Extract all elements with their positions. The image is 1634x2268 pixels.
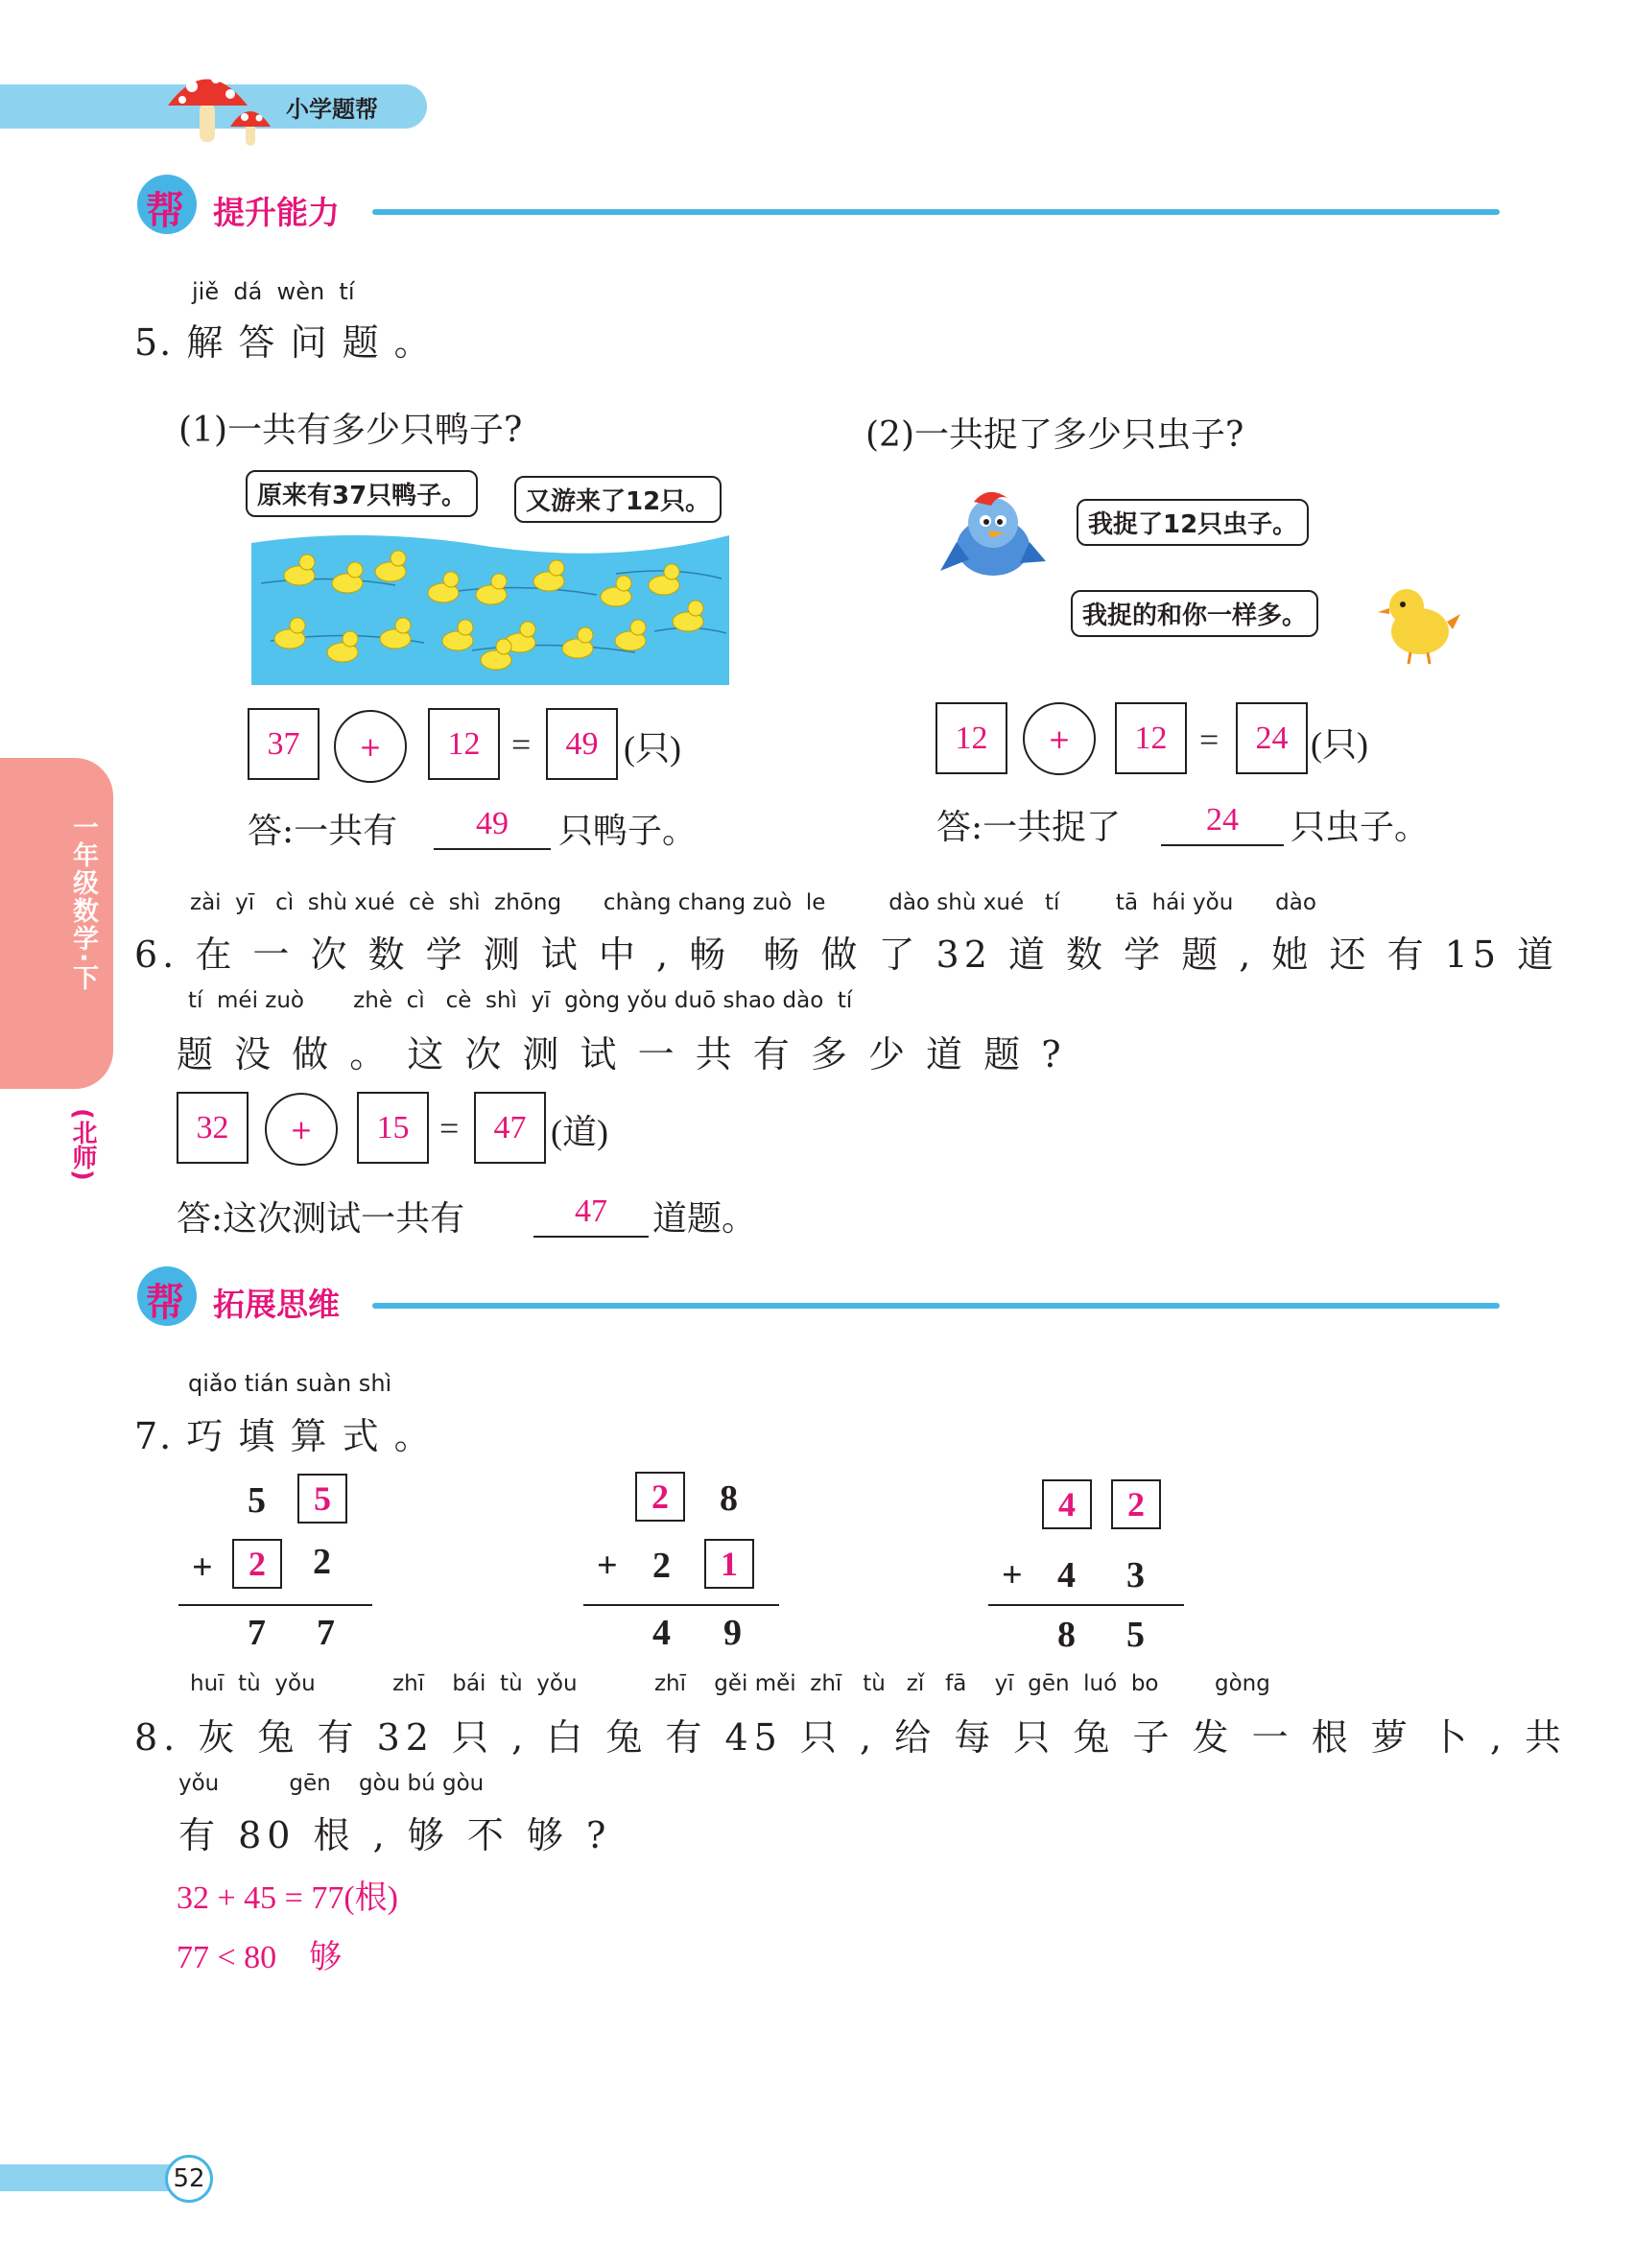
digit: 2: [313, 1542, 331, 1582]
digit: 5: [248, 1480, 266, 1521]
sum-line: [178, 1604, 372, 1606]
answer-box[interactable]: 12: [1115, 702, 1187, 774]
q6-pinyin-line2: tí méi zuò zhè cì cè shì yī gòng yǒu duō shao dào tí: [188, 988, 853, 1013]
sum-line: [583, 1604, 779, 1606]
q8-answer-line1: 32 + 45 = 77(根): [177, 1880, 398, 1916]
bird-illustration: [935, 484, 1051, 590]
q7-title: 7. 巧 填 算 式 。: [134, 1415, 433, 1457]
digit: 2: [652, 1546, 671, 1586]
fill-box[interactable]: 1: [704, 1539, 754, 1589]
equals-sign: =: [1199, 721, 1220, 759]
mushroom-logo-icon: [163, 58, 278, 149]
section-badge-char: 帮: [146, 1281, 184, 1325]
answer-box[interactable]: 37: [248, 708, 320, 780]
operator-circle[interactable]: +: [334, 710, 407, 783]
unit-label: (只): [1311, 725, 1368, 764]
q8-answer-line2: 77 < 80 够: [177, 1940, 343, 1975]
equals-sign: =: [511, 725, 532, 764]
unit-label: (只): [624, 729, 681, 768]
section-title: 提升能力: [213, 194, 340, 231]
footer-bar: [0, 2164, 182, 2191]
sum-line: [988, 1604, 1184, 1606]
section-title: 拓展思维: [213, 1286, 340, 1323]
digit: 9: [723, 1613, 742, 1653]
digit: 5: [1126, 1615, 1145, 1655]
answer-box[interactable]: 32: [177, 1092, 249, 1164]
page-number: 52: [165, 2155, 213, 2203]
answer-box[interactable]: 47: [474, 1092, 546, 1164]
q8-pinyin-line1: huī tù yǒu zhī bái tù yǒu zhī gěi měi zhī tù zǐ fā yī gēn luó bo gòng: [190, 1671, 1270, 1696]
answer-blank[interactable]: 47: [533, 1193, 649, 1238]
plus-sign: +: [1002, 1555, 1023, 1595]
q5-part2-question: (2)一共捉了多少只虫子?: [865, 415, 1244, 455]
q5-part1-question: (1)一共有多少只鸭子?: [178, 411, 523, 450]
digit: 4: [652, 1613, 671, 1653]
q6-line2: 题 没 做 。 这 次 测 试 一 共 有 多 少 道 题 ?: [177, 1033, 1066, 1075]
operator-circle[interactable]: +: [1023, 702, 1096, 775]
chick-illustration: [1372, 576, 1463, 667]
section-divider: [372, 1303, 1500, 1309]
duck-pond-illustration: [251, 526, 729, 685]
q6-pinyin-line1: zài yī cì shù xué cè shì zhōng chàng chang zuò le dào shù xué tí tā hái yǒu dào: [190, 890, 1316, 915]
section-divider: [372, 209, 1500, 215]
fill-box[interactable]: 2: [232, 1539, 282, 1589]
answer-box[interactable]: 12: [428, 708, 500, 780]
q7-pinyin: qiǎo tián suàn shì: [188, 1370, 392, 1397]
answer-box[interactable]: 12: [935, 702, 1007, 774]
side-tab-edition: (北师): [68, 1108, 97, 1181]
digit: 7: [248, 1613, 266, 1653]
q8-line1: 8. 灰 兔 有 32 只 , 白 兔 有 45 只 , 给 每 只 兔 子 发 一 根 萝 卜 , 共: [134, 1716, 1568, 1759]
fill-box[interactable]: 2: [1111, 1479, 1161, 1529]
speech-bubble: 我捉的和你一样多。: [1071, 590, 1318, 637]
unit-label: (道): [551, 1113, 608, 1151]
digit: 4: [1057, 1555, 1076, 1595]
digit: 8: [720, 1478, 738, 1519]
fill-box[interactable]: 5: [297, 1474, 347, 1524]
answer-blank[interactable]: 49: [434, 806, 551, 850]
speech-bubble: 我捉了12只虫子。: [1077, 499, 1309, 546]
digit: 7: [317, 1613, 335, 1653]
q8-pinyin-line2: yǒu gēn gòu bú gòu: [178, 1771, 485, 1796]
answer-prefix: 答:这次测试一共有: [177, 1199, 465, 1239]
equals-sign: =: [439, 1109, 460, 1147]
answer-suffix: 道题。: [652, 1199, 757, 1239]
answer-box[interactable]: 24: [1236, 702, 1308, 774]
answer-suffix: 只虫子。: [1291, 808, 1430, 847]
side-tab-grade: 一年级数学·下: [68, 814, 98, 993]
q5-title: 5. 解 答 问 题 。: [134, 321, 433, 364]
q8-line2: 有 80 根 , 够 不 够 ?: [178, 1814, 612, 1856]
answer-prefix: 答:一共有: [248, 812, 398, 851]
answer-prefix: 答:一共捉了: [936, 808, 1122, 847]
plus-sign: +: [192, 1547, 213, 1588]
q6-line1: 6. 在 一 次 数 学 测 试 中 , 畅 畅 做 了 32 道 数 学 题 , 她 还 有 15 道: [134, 933, 1559, 976]
digit: 3: [1126, 1555, 1145, 1595]
operator-circle[interactable]: +: [265, 1093, 338, 1166]
speech-bubble: 又游来了12只。: [514, 476, 722, 523]
fill-box[interactable]: 2: [635, 1472, 685, 1522]
answer-suffix: 只鸭子。: [558, 812, 698, 851]
plus-sign: +: [597, 1546, 618, 1586]
answer-box[interactable]: 49: [546, 708, 618, 780]
digit: 8: [1057, 1615, 1076, 1655]
answer-blank[interactable]: 24: [1161, 802, 1284, 846]
speech-bubble: 原来有37只鸭子。: [246, 470, 478, 517]
q5-pinyin: jiě dá wèn tí: [192, 278, 355, 305]
header-title: 小学题帮: [286, 96, 378, 123]
section-badge-char: 帮: [146, 189, 184, 233]
fill-box[interactable]: 4: [1042, 1479, 1092, 1529]
answer-box[interactable]: 15: [357, 1092, 429, 1164]
